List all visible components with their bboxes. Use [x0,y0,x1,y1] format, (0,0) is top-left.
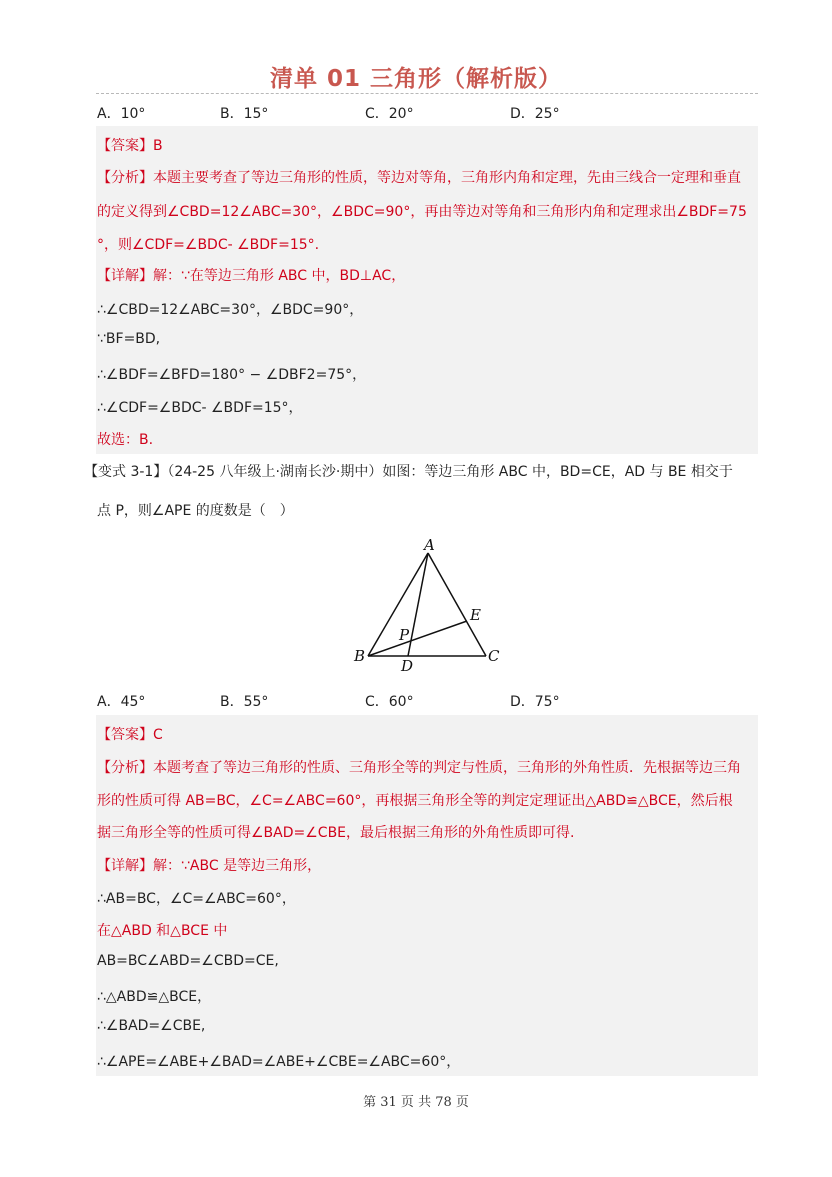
q1-answer: 【答案】B [97,138,163,154]
triangle-figure [340,530,520,680]
label-p: P [399,626,410,644]
q1-detail-line: ∴∠CBD=12∠ABC=30°，∠BDC=90°， [97,302,364,318]
q2-option-a: A．45° [97,694,146,710]
label-a: A [424,536,435,554]
q1-analysis-line: 【分析】本题主要考查了等边三角形的性质，等边对等角，三角形内角和定理，先由三线合一定理和垂直 [97,170,741,186]
q2-analysis-line: 据三角形全等的性质可得∠BAD=∠CBE，最后根据三角形的外角性质即可得. [97,825,575,841]
q1-option-b: B．15° [220,106,269,122]
segment-be [368,621,467,656]
side-ab [368,553,428,656]
q1-detail-line: ∴∠BDF=∠BFD=180° − ∠DBF2=75°， [97,367,367,383]
side-ac [428,553,486,656]
q2-detail-line: AB=BC∠ABD=∠CBD=CE, [97,953,279,969]
page-title: 清单 01 三角形（解析版） [269,66,563,92]
q2-detail-line: ∴△ABD≌△BCE， [97,989,212,1005]
q2-option-d: D．75° [510,694,560,710]
q1-analysis-line: °，则∠CDF=∠BDC- ∠BDF=15°. [97,237,320,253]
q1-choice: 故选：B. [97,432,154,448]
q2-stem-line: 点 P，则∠APE 的度数是（ ） [97,503,294,519]
q2-answer: 【答案】C [97,727,163,743]
q2-option-b: B．55° [220,694,269,710]
q2-analysis-line: 形的性质可得 AB=BC，∠C=∠ABC=60°，再根据三角形全等的判定定理证出△ABD≌△BCE，然后根 [97,793,733,809]
q1-analysis-line: 的定义得到∠CBD=12∠ABC=30°，∠BDC=90°，再由等边对等角和三角形内角和定理求出∠BDF=75 [97,204,747,220]
q1-detail-line: 【详解】解：∵在等边三角形 ABC 中，BD⊥AC， [97,268,406,284]
label-b: B [354,647,366,665]
label-e: E [470,606,481,624]
q2-detail-line: 在△ABD 和△BCE 中 [97,923,228,939]
q2-detail-line: ∴AB=BC，∠C=∠ABC=60°， [97,891,296,907]
label-d: D [401,657,414,675]
q2-option-c: C．60° [365,694,414,710]
q1-detail-line: ∵BF=BD, [97,331,161,347]
q2-analysis-line: 【分析】本题考查了等边三角形的性质、三角形全等的判定与性质，三角形的外角性质．先根据等边三角 [97,760,741,776]
q1-option-c: C．20° [365,106,414,122]
label-c: C [488,647,500,665]
title-divider [96,93,758,94]
q2-detail-line: ∴∠BAD=∠CBE, [97,1018,206,1034]
q2-stem-line: 【变式 3-1】（24-25 八年级上·湖南长沙·期中）如图：等边三角形 ABC 中，BD=CE，AD 与 BE 相交于 [84,464,733,480]
page-footer: 第 31 页 共 78 页 [363,1095,469,1110]
q1-option-a: A．10° [97,106,146,122]
q2-detail-line: 【详解】解：∵ABC 是等边三角形， [97,858,322,874]
q1-option-d: D．25° [510,106,560,122]
q2-detail-line: ∴∠APE=∠ABE+∠BAD=∠ABE+∠CBE=∠ABC=60°， [97,1054,461,1070]
q1-detail-line: ∴∠CDF=∠BDC- ∠BDF=15°， [97,400,303,416]
